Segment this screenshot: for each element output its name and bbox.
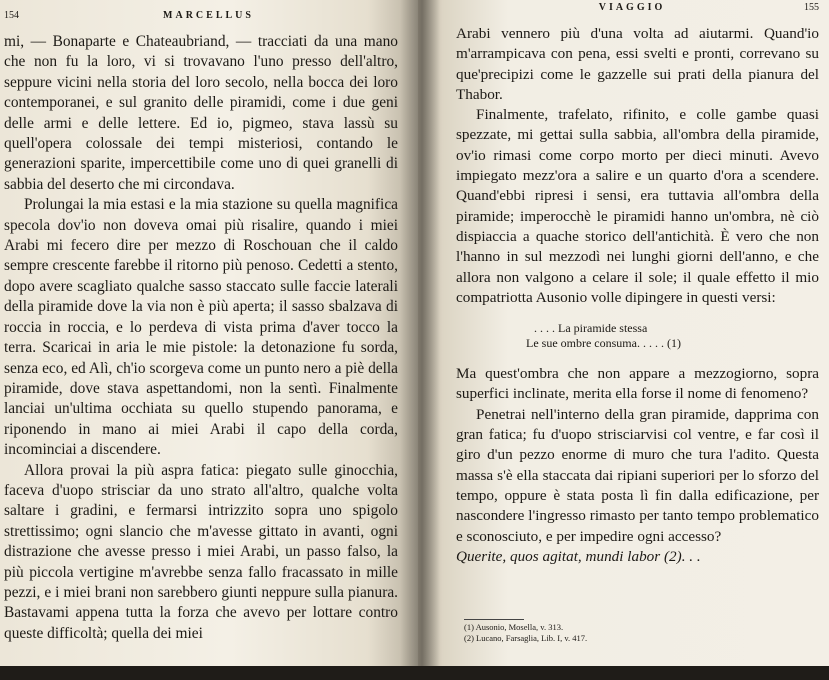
paragraph: Penetrai nell'interno della gran piramide, dapprima con gran fatica; fu d'uopo strisciarvisi col ventre, e far così il giro d'un pezzo enorme di muro che tura l'adito. Questa massa s'è ella staccata dai ripiani superiori per lo sforzo del tempo, oppure è stata posta lì fin dalla edificazione, per nascondere l'ingresso rimasto per tanto tempo problematico e sconosciuto, e per impedire ogni accesso? [456, 405, 819, 545]
paragraph: mi, — Bonaparte e Chateaubriand, — tracciati da una mano che non fu la loro, vi si trovavano l'uno presso dell'altro, seppure vicini nella storia del loro secolo, nella bocca dei loro contemporanei, e sul granito delle piramidi, come i due geni delle armi e delle lettere. Ed io, pigmeo, stava lassù su quell'opera colossale dei tempi misteriosi, contando le generazioni sparite, impercettibile come uno di quei granelli di sabbia del deserto che mi circondava. [4, 33, 398, 193]
page-number-left: 154 [4, 10, 19, 21]
footnotes [464, 622, 804, 644]
footnote: (1) Ausonio, Mosella, v. 313. [464, 622, 564, 632]
verse-quote [526, 321, 819, 351]
right-body [456, 24, 819, 567]
paragraph: Finalmente, trafelato, rifinito, e colle gambe quasi spezzate, mi gettai sulla sabbia, all'ombra della piramide, ov'io rimasi come corpo morto per dieci minuti. Avevo impiegato mezz'ora a salire e un quarto d'ora a scendere. Quand'ebbi ripresi i sensi, era tuttavia all'ombra della piramide; imperocchè le piramidi hanno un'ombra, nè ciò dispiaccia a quache storico dell'antichità. È vero che non l'hanno in sul mezzodì nei lunghi giorni dell'anno, e che allora non valgono a celare il sole; il quale effetto il mio compatriotta Ausonio volle dipingere in questi versi: [456, 106, 819, 306]
paragraph: Allora provai la più aspra fatica: piegato sulle ginocchia, faceva d'uopo strisciar da uno strato all'altro, qualche volta saltare i gradini, e fermarsi intrizzito sopra uno spigolo strettissimo; ogni slancio che m'avesse gittato in avanti, ogni distrazione che avesse presso i miei Arabi, un passo falso, la più piccola vertigine m'avrebbe senza fallo fracassato in mille pezzi, e i miei brani non sarebbero giunti neppure sulla pianura. Bastavami appena tutta la forza che avevo per lottare contro queste difficoltà; quella dei miei [4, 461, 398, 642]
running-head-right: VIAGGIO [598, 2, 666, 13]
paragraph: Arabi vennero più d'una volta ad aiutarmi. Quand'io m'arrampicava con pena, essi svelti e pronti, correvano su que'precipizi come le gazzelle sui prati della pianura del Thabor. [456, 25, 819, 103]
verse-line: Le sue ombre consuma. . . . . (1) [526, 336, 681, 351]
verse-line: . . . . La piramide stessa [534, 321, 648, 336]
left-header [4, 10, 398, 26]
left-body [4, 32, 398, 644]
footnote-rule [464, 619, 524, 620]
footnote: (2) Lucano, Farsaglia, Lib. I, v. 417. [464, 633, 588, 643]
latin-quote: Querite, quos agitat, mundi labor (2). . . [456, 547, 701, 565]
bottom-edge [0, 666, 829, 680]
paragraph: Ma quest'ombra che non appare a mezzogiorno, sopra superfici inclinate, merita ella forse il nome di fenomeno? [456, 365, 819, 403]
paragraph: Prolungai la mia estasi e la mia stazione su quella magnifica specola dov'io non doveva omai più risalire, quando i miei Arabi mi fecero dire per mezzo di Roschouan che il caldo sempre crescente farebbe il ritorno più penoso. Cedetti a stento, dopo avere scagliato qualche sasso staccato sulle faccie laterali della piramide dove la via non è più aperta; il sasso sbalzava di roccia in roccia, e lo perdeva di vista prima d'aver tocco la terra. Scaricai in aria le mie pistole: la detonazione fu sorda, senza eco, ed Alì, ch'io scorgeva come un punto nero a piè della piramide, dove stava aspettandomi, non la sentì. Finalmente lanciai un'ultima occhiata su quello stupendo panorama, e riponendo in mano ai miei Arabi il capo della corda, incominciai a discendere. [4, 196, 398, 459]
page-number-right: 155 [804, 2, 819, 13]
right-page [418, 0, 829, 680]
running-head-left: MARCELLUS [163, 10, 254, 21]
right-header [460, 2, 819, 18]
spine-shadow [400, 0, 440, 680]
